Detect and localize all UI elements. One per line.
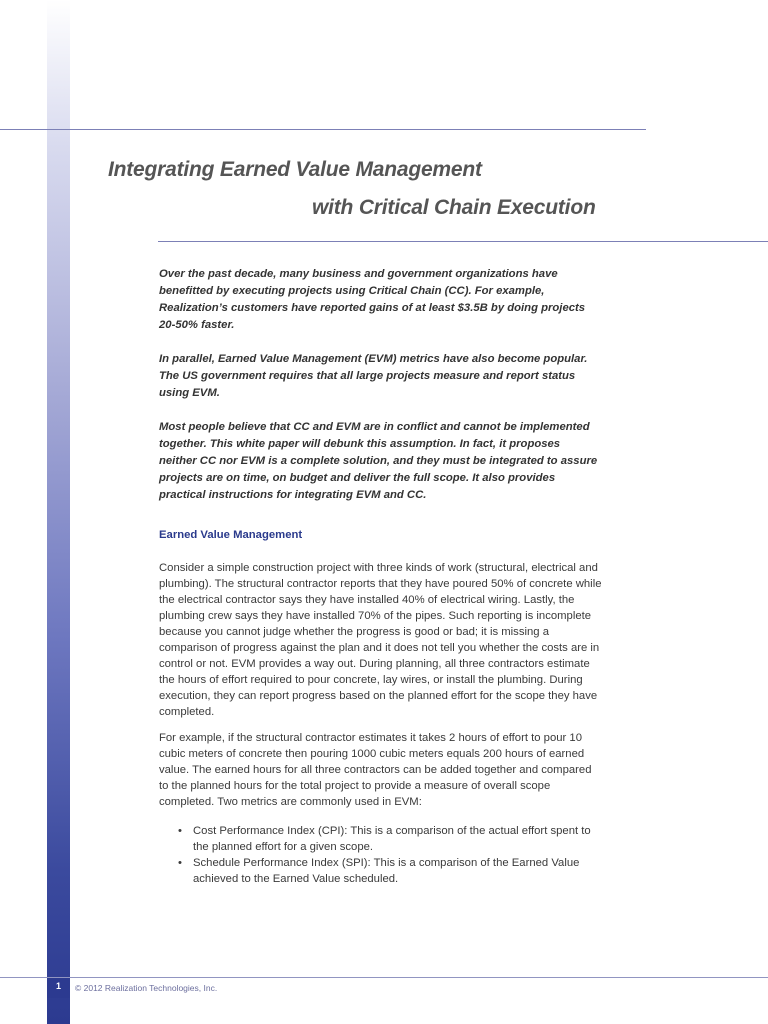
document-title-line2: with Critical Chain Execution — [312, 196, 596, 219]
metrics-list — [178, 823, 598, 887]
intro-paragraph: In parallel, Earned Value Management (EVM) metrics have also become popular. The US government requires that all large projects measure and report status using EVM. — [159, 353, 588, 399]
list-item-text: Cost Performance Index (CPI): This is a comparison of the actual effort spent to the planned effort for a given scope. — [193, 825, 591, 853]
list-item-text: Schedule Performance Index (SPI): This is a comparison of the Earned Value achieved to the Earned Value scheduled. — [193, 857, 580, 885]
sidebar-gradient-bar — [47, 0, 70, 1024]
footer-divider — [0, 977, 768, 978]
intro-paragraph: Over the past decade, many business and government organizations have benefitted by executing projects using Critical Chain (CC). For example, Realization’s customers have reported gains of at least $3.5B by doing projects 20-50% faster. — [159, 268, 586, 331]
page-number: 1 — [55, 981, 61, 991]
section-heading: Earned Value Management — [159, 529, 303, 541]
bullet-icon: • — [178, 857, 182, 869]
page-number-badge — [47, 978, 70, 998]
list-item — [178, 855, 598, 887]
top-divider — [0, 129, 646, 130]
title-divider — [158, 241, 768, 242]
bullet-icon: • — [178, 825, 182, 837]
list-item — [178, 823, 598, 855]
body-paragraph: For example, if the structural contractor estimates it takes 2 hours of effort to pour 10 cubic meters of concrete then pouring 1000 cubic meters equals 200 hours of earned value. The earned hours for all three contractors can be added together and compared to the planned hours for the total project to provide a measure of overall scope completed. Two metrics are commonly used in EVM: — [159, 732, 592, 808]
copyright-notice: © 2012 Realization Technologies, Inc. — [75, 983, 218, 993]
body-paragraph: Consider a simple construction project with three kinds of work (structural, electrical and plumbing). The structural contractor reports that they have poured 50% of concrete while the electrical contractor says they have installed 40% of electrical wiring. Lastly, the plumbing crew says they have installed 70% of the pipes. Such reporting is incomplete because you cannot judge whether the progress is good or bad; it is missing a comparison of progress against the plan and it does not tell you whether the costs are in control or not. EVM provides a way out. During planning, all three contractors estimate the hours of effort required to pour concrete, lay wires, or install the plumbing. During execution, they can report progress based on the planned effort for the scope they have completed. — [159, 562, 602, 718]
document-title-line1: Integrating Earned Value Management — [108, 158, 482, 181]
intro-paragraph: Most people believe that CC and EVM are in conflict and cannot be implemented together. This white paper will debunk this assumption. In fact, it proposes neither CC nor EVM is a complete solution, and they must be integrated to assure projects are on time, on budget and deliver the full scope. It also provides practical instructions for integrating EVM and CC. — [159, 421, 598, 501]
